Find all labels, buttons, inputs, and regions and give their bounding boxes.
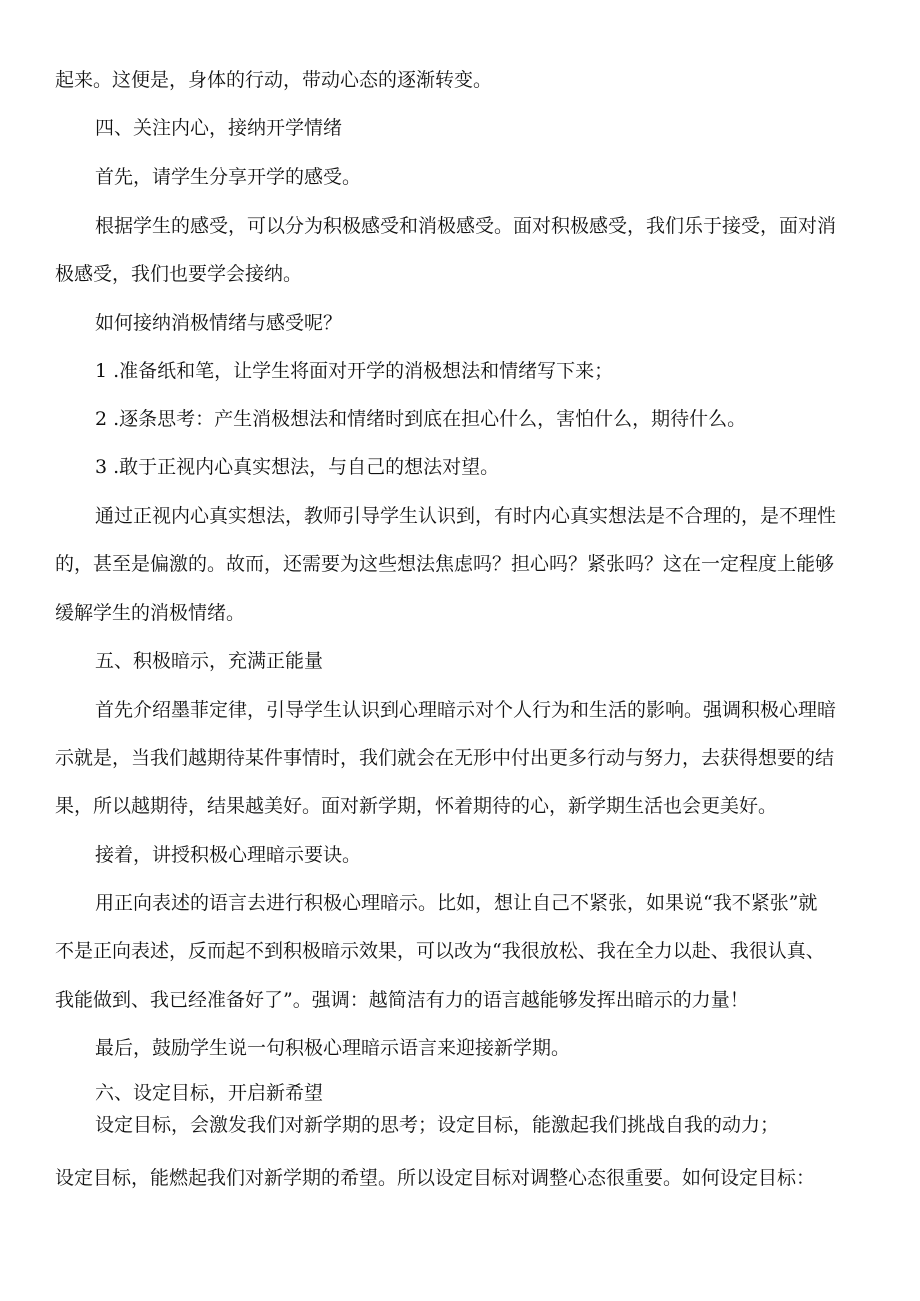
section-heading: 五、积极暗示，充满正能量 — [95, 650, 324, 672]
list-item: 1 .准备纸和笔，让学生将面对开学的消极想法和情绪写下来； — [95, 360, 614, 382]
paragraph-line: 果，所以越期待，结果越美好。面对新学期，怀着期待的心，新学期生活也会更美好。 — [55, 795, 778, 817]
paragraph-line: 设定目标，能燃起我们对新学期的希望。所以设定目标对调整心态很重要。如何设定目标： — [55, 1167, 816, 1189]
paragraph-line: 起来。这便是，身体的行动，带动心态的逐渐转变。 — [55, 69, 493, 91]
list-item: 2 .逐条思考：产生消极想法和情绪时到底在担心什么，害怕什么，期待什么。 — [95, 408, 747, 430]
paragraph-line: 设定目标，会激发我们对新学期的思考；设定目标，能激起我们挑战自我的动力； — [95, 1114, 780, 1136]
paragraph-line: 接着，讲授积极心理暗示要诀。 — [95, 844, 362, 866]
paragraph-line: 最后，鼓励学生说一句积极心理暗示语言来迎接新学期。 — [95, 1037, 571, 1059]
paragraph-line: 缓解学生的消极情绪。 — [55, 602, 246, 624]
section-heading: 六、设定目标，开启新希望 — [95, 1082, 324, 1104]
paragraph-line: 如何接纳消极情绪与感受呢？ — [95, 312, 343, 334]
paragraph-line: 极感受，我们也要学会接纳。 — [55, 263, 303, 285]
paragraph-line: 我能做到、我已经准备好了”。强调：越简洁有力的语言越能够发挥出暗示的力量！ — [55, 989, 749, 1011]
paragraph-line: 的，甚至是偏激的。故而，还需要为这些想法焦虑吗？担心吗？紧张吗？这在一定程度上能够 — [55, 553, 835, 575]
paragraph-line: 首先，请学生分享开学的感受。 — [95, 166, 362, 188]
list-item: 3 .敢于正视内心真实想法，与自己的想法对望。 — [95, 456, 500, 478]
section-heading: 四、关注内心，接纳开学情绪 — [95, 117, 343, 139]
paragraph-line: 根据学生的感受，可以分为积极感受和消极感受。面对积极感受，我们乐于接受，面对消 — [95, 215, 837, 237]
paragraph-line: 用正向表述的语言去进行积极心理暗示。比如，想让自己不紧张，如果说“我不紧张”就 — [95, 892, 818, 914]
paragraph-line: 不是正向表述，反而起不到积极暗示效果，可以改为“我很放松、我在全力以赴、我很认真、 — [55, 940, 825, 962]
paragraph-line: 通过正视内心真实想法，教师引导学生认识到，有时内心真实想法是不合理的，是不理性 — [95, 505, 837, 527]
paragraph-line: 首先介绍墨菲定律，引导学生认识到心理暗示对个人行为和生活的影响。强调积极心理暗 — [95, 699, 837, 721]
paragraph-line: 示就是，当我们越期待某件事情时，我们就会在无形中付出更多行动与努力，去获得想要的结 — [55, 747, 835, 769]
